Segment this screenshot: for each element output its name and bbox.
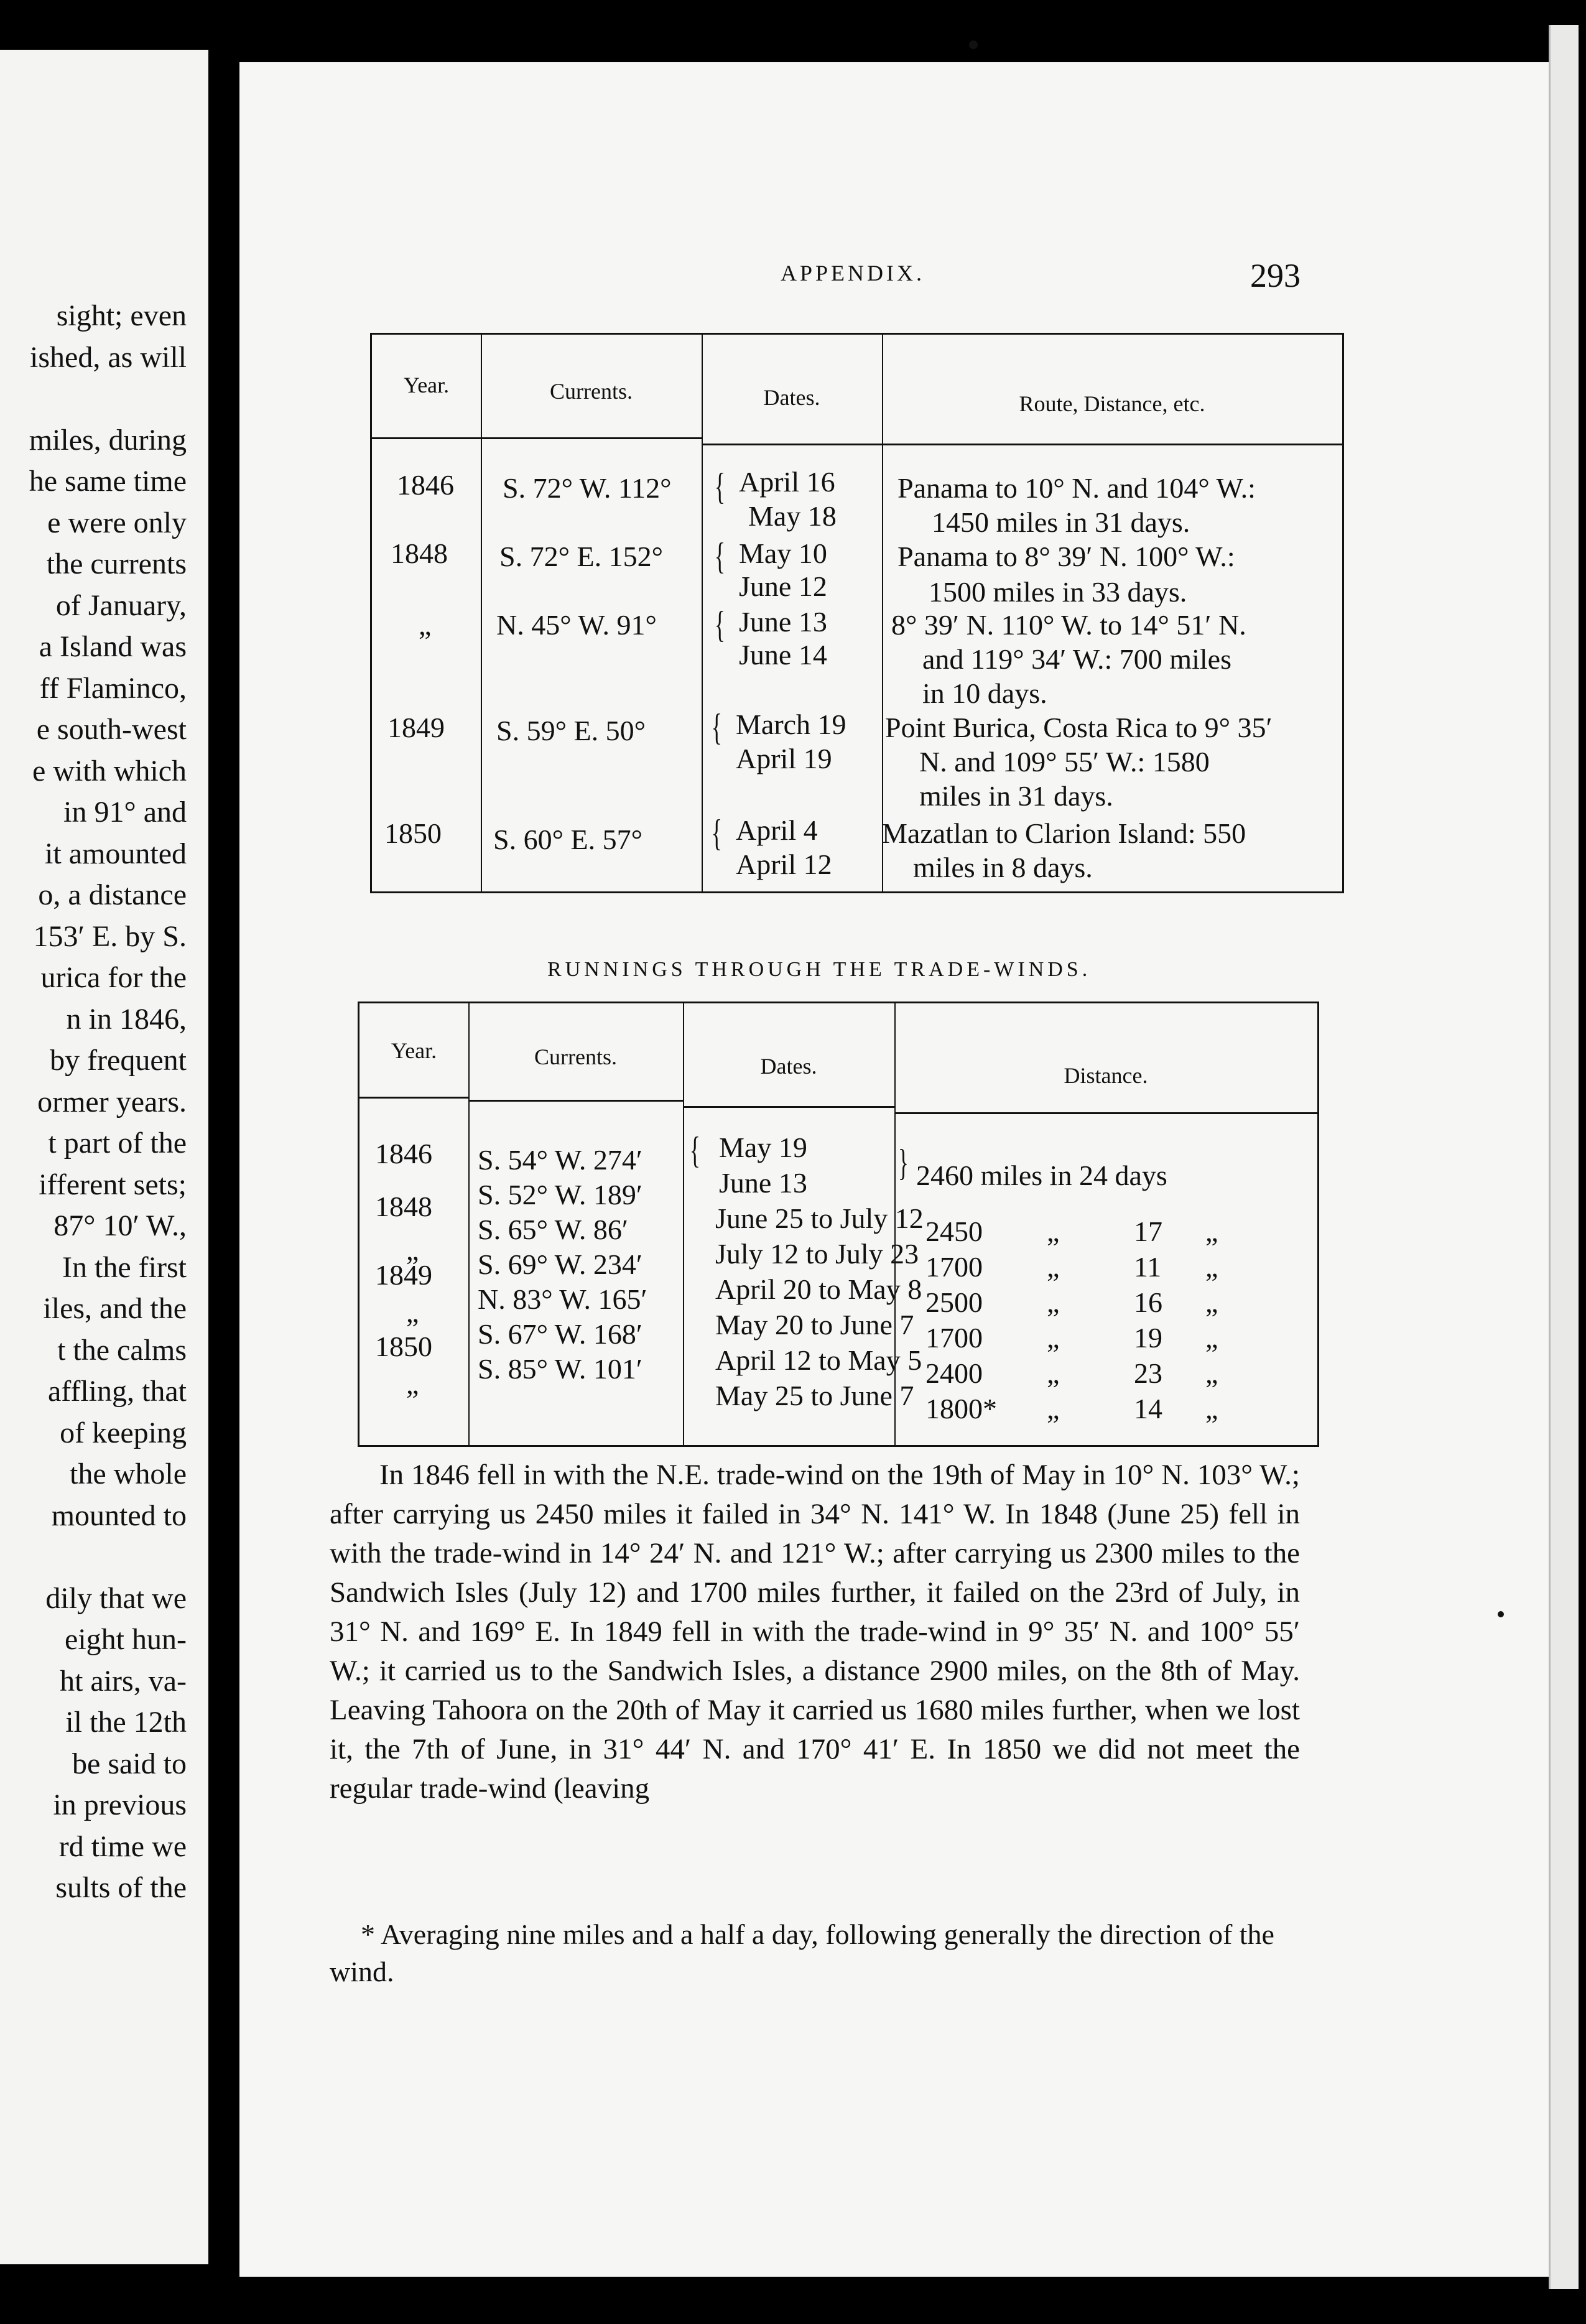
table-row-current: S. 72° E. 152° [499, 541, 663, 572]
date-start: April 16 [739, 466, 835, 498]
date-start: April 4 [736, 814, 818, 846]
table-row-date: June 13 [719, 1167, 807, 1199]
facing-page-line: t part of the [48, 1127, 187, 1160]
table-row-current: N. 45° W. 91° [496, 609, 657, 641]
distance-days: 17 [1134, 1215, 1162, 1247]
table-row-year: 1848 [375, 1191, 432, 1222]
ditto-mark: „ [1047, 1322, 1060, 1354]
facing-page-line: e were only [47, 506, 187, 539]
facing-page-line: he same time [29, 465, 187, 498]
table-row-current: S. 52° W. 189′ [478, 1179, 642, 1211]
facing-page-line: eight hun- [65, 1623, 187, 1656]
distance-miles: 2450 [925, 1215, 983, 1247]
date-start: June 13 [739, 606, 827, 638]
running-head: APPENDIX. [781, 261, 925, 286]
facing-page-line: a Island was [39, 630, 187, 663]
first-distance: 2460 miles in 24 days [916, 1160, 1167, 1191]
ditto-mark: „ [1205, 1215, 1218, 1247]
section-title: RUNNINGS THROUGH THE TRADE-WINDS. [547, 958, 1092, 981]
table-row-current: S. 69° W. 234′ [478, 1248, 642, 1280]
facing-page-line: dily that we [45, 1581, 187, 1615]
brace: } [897, 1142, 909, 1183]
table-row-current: S. 54° W. 274′ [478, 1144, 642, 1176]
table-row-current: S. 85° W. 101′ [478, 1353, 642, 1385]
distance-days: 14 [1134, 1393, 1162, 1425]
facing-page-line: sults of the [55, 1871, 187, 1904]
table-row-year: 1846 [375, 1138, 432, 1169]
date-end: April 19 [736, 743, 832, 774]
ditto-mark: „ [1205, 1286, 1218, 1318]
speck [969, 40, 978, 49]
table-row-date: July 12 to July 23 [715, 1238, 919, 1270]
body-paragraph: In 1846 fell in with the N.E. trade-wind on the 19th of May in 10° N. 103° W.; after carrying us 2450 miles it failed in 34° N. 141° W. In 1848 (June 25) fell in with the trade-wind in 14° 24′ N. and 121° W.; after carrying us 2300 miles to the Sandwich Isles (July 12) and 1700 miles further, it failed on the 23rd of July, in 31° N. and 169° E. In 1849 fell in with the trade-wind in 9° 35′ N. and 100° 55′ W.; it carried us to the Sandwich Isles, a distance 2900 miles, on the 8th of May. Leaving Tahoora on the 20th of May it carried us 1680 miles further, when we lost it, the 7th of June, in 31° 44′ N. and 170° 41′ E. In 1850 we did not meet the regular trade-wind (leaving [330, 1459, 1300, 1805]
distance-miles: 1700 [925, 1251, 983, 1283]
header-currents: Currents. [550, 379, 633, 404]
table-row-year: 1849 [387, 712, 445, 743]
brace: { [714, 536, 726, 577]
facing-page-line: e south-west [36, 713, 187, 746]
ditto-mark: „ [1205, 1357, 1218, 1389]
brace: { [689, 1130, 701, 1171]
table-row-year: „ [406, 1234, 419, 1266]
date-end: May 18 [748, 500, 837, 532]
facing-page-line: it amounted [45, 837, 187, 870]
distance-miles: 2500 [925, 1286, 983, 1318]
speck [1498, 1611, 1504, 1617]
route-line: in 10 days. [922, 677, 1047, 709]
distance-days: 19 [1134, 1322, 1162, 1354]
facing-page-line: the currents [46, 547, 187, 580]
distance-days: 16 [1134, 1286, 1162, 1318]
facing-page-line: in previous [53, 1788, 187, 1821]
table-row-current: S. 60° E. 57° [493, 824, 642, 855]
page-edge [1549, 25, 1579, 2289]
distance-days: 23 [1134, 1357, 1162, 1389]
route-line: 1500 miles in 33 days. [929, 576, 1187, 608]
facing-page-line: mounted to [51, 1499, 187, 1532]
route-line: and 119° 34′ W.: 700 miles [922, 643, 1231, 675]
table-row-year: 1846 [397, 469, 454, 501]
facing-page [0, 50, 208, 2264]
distance-miles: 2400 [925, 1357, 983, 1389]
ditto-mark: „ [1047, 1286, 1060, 1318]
date-end: June 12 [739, 570, 827, 602]
header-year: Year. [403, 373, 450, 397]
facing-page-line: ished, as will [30, 340, 187, 374]
facing-page-line: ff Flaminco, [39, 671, 187, 705]
table-row-year: „ [406, 1368, 419, 1400]
route-line: miles in 8 days. [913, 852, 1093, 883]
ditto-mark: „ [1205, 1322, 1218, 1354]
table-row-year: 1849 [375, 1259, 432, 1291]
facing-page-line: t the calms [57, 1333, 187, 1367]
brace: { [711, 812, 723, 853]
distance-miles: 1700 [925, 1322, 983, 1354]
currents-table [370, 333, 1344, 893]
header-year: Year. [391, 1038, 437, 1063]
header-route: Route, Distance, etc. [1019, 391, 1205, 416]
ditto-mark: „ [1047, 1215, 1060, 1247]
route-line: Panama to 10° N. and 104° W.: [897, 472, 1256, 504]
facing-page-line: n in 1846, [66, 1002, 187, 1036]
ditto-mark: „ [1047, 1357, 1060, 1389]
brace: { [714, 466, 726, 507]
header-dates: Dates. [763, 385, 820, 410]
table-row-date: June 25 to July 12 [715, 1202, 924, 1234]
facing-page-line: 87° 10′ W., [53, 1209, 187, 1242]
facing-page-line: rd time we [58, 1829, 187, 1863]
facing-page-line: In the first [62, 1250, 187, 1284]
header-currents: Currents. [534, 1044, 617, 1069]
facing-page-line: the whole [70, 1457, 187, 1490]
table-row-current: S. 67° W. 168′ [478, 1318, 642, 1350]
route-line: Mazatlan to Clarion Island: 550 [882, 817, 1246, 849]
date-end: April 12 [736, 848, 832, 880]
date-end: June 14 [739, 639, 827, 671]
facing-page-line: il the 12th [65, 1706, 187, 1739]
distance-miles: 1800* [925, 1393, 997, 1425]
route-line: Point Burica, Costa Rica to 9° 35′ [885, 712, 1273, 743]
facing-page-line: ifferent sets; [39, 1168, 187, 1201]
ditto-mark: „ [1047, 1251, 1060, 1283]
facing-page-line: ormer years. [37, 1085, 187, 1118]
ditto-mark: „ [1205, 1393, 1218, 1425]
table-row-date: April 20 to May 8 [715, 1273, 922, 1305]
table-row-current: S. 59° E. 50° [496, 715, 646, 746]
page-number: 293 [1250, 257, 1301, 294]
facing-page-line: urica for the [40, 961, 187, 994]
route-line: Panama to 8° 39′ N. 100° W.: [897, 541, 1235, 572]
table-row-date: May 19 [719, 1132, 807, 1163]
facing-page-line: o, a distance [38, 878, 187, 911]
table-row-year: 1850 [375, 1331, 432, 1362]
route-line: miles in 31 days. [919, 780, 1113, 812]
facing-page-line: be said to [72, 1747, 187, 1780]
header-dates: Dates. [760, 1054, 817, 1079]
date-start: March 19 [736, 709, 846, 740]
route-line: 1450 miles in 31 days. [932, 506, 1190, 538]
table-row-year: „ [419, 609, 432, 641]
facing-page-line: affling, that [47, 1375, 187, 1408]
facing-page-line: e with which [32, 754, 187, 788]
footnote: * Averaging nine miles and a half a day, following generally the direction of the wind. [330, 1918, 1274, 1987]
ditto-mark: „ [1047, 1393, 1060, 1425]
facing-page-line: of keeping [60, 1416, 187, 1449]
table-row-current: N. 83° W. 165′ [478, 1283, 647, 1315]
table-row-current: S. 72° W. 112° [503, 472, 672, 504]
facing-page-line: 153′ E. by S. [33, 919, 187, 953]
ditto-mark: „ [1205, 1251, 1218, 1283]
distance-days: 11 [1134, 1251, 1162, 1283]
table-row-date: April 12 to May 5 [715, 1344, 922, 1376]
table-row-date: May 25 to June 7 [715, 1380, 914, 1411]
facing-page-line: iles, and the [43, 1292, 187, 1325]
date-start: May 10 [739, 537, 827, 569]
facing-page-line: sight; even [56, 299, 187, 332]
route-line: 8° 39′ N. 110° W. to 14° 51′ N. [891, 609, 1246, 641]
table-row-year: 1850 [384, 817, 442, 849]
table-row-current: S. 65° W. 86′ [478, 1214, 628, 1245]
brace: { [714, 604, 726, 645]
route-line: N. and 109° 55′ W.: 1580 [919, 746, 1210, 778]
trade-winds-table [358, 1002, 1319, 1447]
facing-page-line: in 91° and [63, 796, 187, 829]
header-distance: Distance. [1064, 1063, 1148, 1088]
facing-page-line: by frequent [50, 1044, 187, 1077]
table-row-year: „ [406, 1296, 419, 1328]
facing-page-line: of January, [55, 588, 187, 622]
facing-page-line: ht airs, va- [60, 1664, 187, 1698]
brace: { [711, 707, 723, 748]
table-row-year: 1848 [391, 537, 448, 569]
table-row-date: May 20 to June 7 [715, 1309, 914, 1341]
facing-page-line: miles, during [29, 423, 187, 457]
